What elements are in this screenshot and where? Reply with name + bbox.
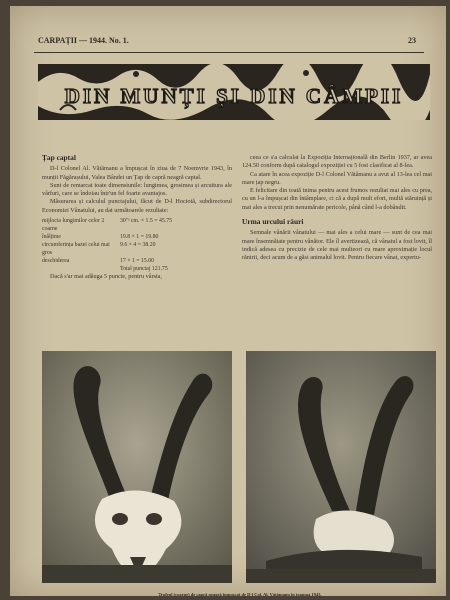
table-row xyxy=(42,233,232,241)
table-row xyxy=(42,217,232,233)
section-banner xyxy=(38,64,430,120)
header-rule xyxy=(34,52,424,53)
paragraph: ceea ce s'a calculat la Expoziția Internațională din Berlin 1937, ar avea 124.50 conform după catalogul expoziției cu 5 fost clasificat al 8-lea. xyxy=(242,154,432,170)
row-label xyxy=(42,265,120,273)
row-value: 17 × 1 = 15.00 xyxy=(120,258,155,265)
paragraph: E felicitare din toată inima pentru acest frumos rezultat mai ales cu prea, cu un l-a împușcat din întâmplare, ci că a după mult efort, multă stăruință și mai ales a trecut prin nenumărate pericole, până când l-a dobândit. xyxy=(242,187,432,211)
left-column xyxy=(42,154,232,281)
row-label: deschiderea xyxy=(42,258,70,265)
paragraph: Măsurarea și calculul punctajului, făcut de D-l Hociotă, subdirectorul Economiei Vânatului, au dat următoarele rezultate: xyxy=(42,198,232,214)
page-number: 23 xyxy=(408,36,416,45)
table-total-row xyxy=(42,265,232,273)
right-column xyxy=(242,154,432,263)
row-value: Total punctaj 121.75 xyxy=(120,266,168,273)
row-value: 19.8 × 1 = 19.80 xyxy=(120,234,159,241)
banner-title: DIN MUNȚI ȘI DIN CÂMPII xyxy=(64,84,404,108)
running-header xyxy=(30,36,426,52)
paragraph: Semnale vânării vânatului — mai ales a celui mare — sunt de cea mai mare însemnătate pentru vânător. Ele îl avertizează, că vânatul a fost lovit, îl indică adesea cu precizie de cele mai multeori cu mare aproximație locul rănirii, deci acum de a găsi animalul lovit. Pentru fiecare vânat, expertu- xyxy=(242,229,432,262)
trophy-photo-side xyxy=(246,351,436,583)
row-label: circumferința bazei celui mai gros xyxy=(42,242,110,257)
row-label: mijlocia lungimilor celor 2 coarne xyxy=(42,218,105,233)
journal-issue: CARPAȚII — 1944. No. 1. xyxy=(38,36,129,45)
row-value: 9.6 × 4 = 38.20 xyxy=(120,242,156,249)
article-title: Țap captal xyxy=(42,153,76,162)
row-label: înălțime xyxy=(42,234,61,241)
paragraph: Ca atare în acea expoziție D-l Colonel Vătămanu a avut al 13-lea cel mai mare țap negru. xyxy=(242,170,432,186)
magazine-page xyxy=(10,6,446,596)
article-title: Urma urcului râuri xyxy=(242,217,304,227)
photo-caption: Trofeul (coarne) de capră neagră împușcat de D-l Col. Al. Vătămanu în toamna 1943. xyxy=(158,592,322,597)
paragraph: Dacă s'ar mai adăuga 5 puncte, pentru vârsta, xyxy=(50,273,162,281)
paragraph: Sunt de remarcat toate dimensiunile: lungimea, grosimea și arcuitura ale vârfuri, care se îndoiau într'un fel foarte avantajos. xyxy=(42,181,232,198)
chamois-skull-side-image xyxy=(246,351,436,583)
chamois-skull-front-image xyxy=(42,351,232,583)
trophy-photo-front xyxy=(42,351,232,583)
table-row xyxy=(42,241,232,257)
score-table xyxy=(42,217,232,273)
row-value: 30⁷ᵃ cm. × 1.5 = 45.75 xyxy=(120,218,173,225)
paragraph: D-l Colonel Al. Vătămanu a împușcat în ziua de 7 Noemvrie 1943, în munții Făgărașului, Valea Bândei un Țap de capră neagră captal. xyxy=(42,165,232,181)
table-row xyxy=(42,257,232,265)
